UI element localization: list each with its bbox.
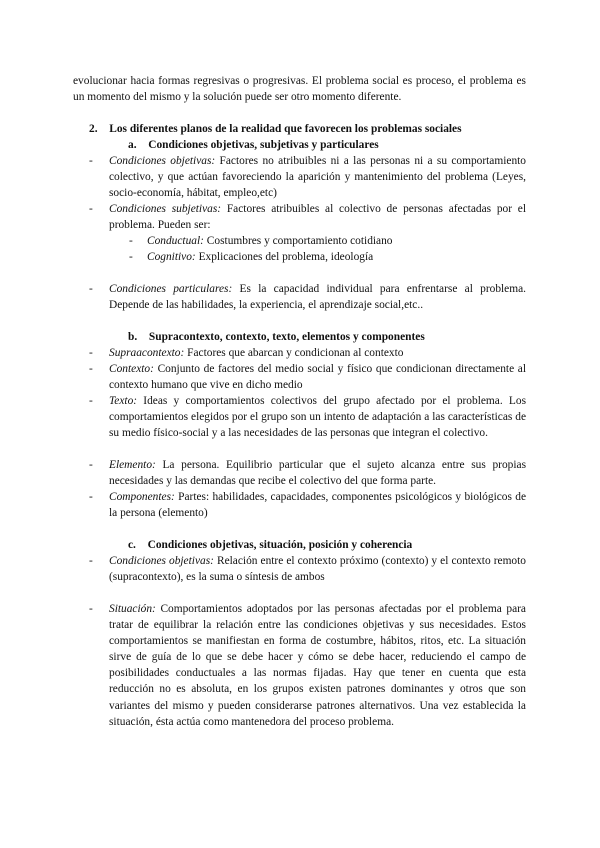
item-label: Condiciones subjetivas:: [109, 203, 222, 215]
item-text: Conjunto de factores del medio social y físico que condicionan directamente al contexto humano que vive en dicho medio: [109, 363, 526, 392]
item-label: Contexto:: [109, 363, 154, 375]
section-a-title: Condiciones objetivas, subjetivas y particulares: [148, 139, 379, 151]
item-label: Situación:: [109, 603, 156, 615]
bullet-dash: -: [129, 235, 133, 247]
section-c-heading: [128, 537, 412, 553]
list-item-condiciones-subjetivas: [73, 201, 526, 233]
item-label: Condiciones objetivas:: [109, 155, 216, 167]
bullet-dash: -: [89, 363, 93, 375]
bullet-dash: -: [89, 555, 93, 567]
item-text: Relación entre el contexto próximo (contexto) y el contexto remoto (supracontexto), es la suma o síntesis de ambos: [109, 555, 526, 584]
bullet-dash: -: [89, 395, 93, 407]
section-c-title: Condiciones objetivas, situación, posición y coherencia: [147, 539, 413, 551]
bullet-dash: -: [89, 283, 93, 295]
section-a-letter: a.: [128, 139, 137, 151]
item-text: Partes: habilidades, capacidades, componentes psicológicos y biológicos de la persona (elemento): [109, 491, 526, 520]
bullet-dash: -: [89, 491, 93, 503]
item-text: Es la capacidad individual para enfrentarse al problema. Depende de las habilidades, la experiencia, el aprendizaje social,etc..: [109, 283, 527, 312]
list-item-condiciones-objetivas-c: [73, 553, 526, 585]
list-item-texto: [73, 393, 526, 441]
item-label: Cognitivo:: [147, 251, 196, 263]
item-label: Componentes:: [109, 491, 175, 503]
item-text: La persona. Equilibrio particular que el sujeto alcanza entre sus propias necesidades y las demandas que recibe el colectivo del que forma parte.: [109, 459, 526, 488]
bullet-dash: -: [89, 203, 93, 215]
section-c-letter: c.: [128, 539, 136, 551]
item-text: Factores que abarcan y condicionan al contexto: [184, 347, 404, 359]
section-2-title: Los diferentes planos de la realidad que favorecen los problemas sociales: [109, 123, 462, 135]
list-item-componentes: [73, 489, 526, 521]
section-2-heading: [89, 121, 462, 137]
bullet-dash: -: [89, 459, 93, 471]
section-b-title: Supracontexto, contexto, texto, elementos y componentes: [148, 331, 425, 343]
list-item-contexto: [73, 361, 526, 393]
section-2-number: 2.: [89, 123, 98, 135]
item-text: Costumbres y comportamiento cotidiano: [203, 235, 393, 247]
list-item-condiciones-objetivas: [73, 153, 526, 201]
section-b-heading: [128, 329, 425, 345]
item-label: Condiciones objetivas:: [109, 555, 214, 567]
item-text: Factores atribuibles al colectivo de personas afectadas por el problema. Pueden ser:: [109, 203, 526, 232]
bullet-dash: -: [89, 155, 93, 167]
item-text: Explicaciones del problema, ideología: [195, 251, 374, 263]
item-label: Conductual:: [147, 235, 204, 247]
section-a-heading: [128, 137, 379, 153]
sub-item-conductual: [73, 233, 526, 249]
intro-paragraph: evolucionar hacia formas regresivas o progresivas. El problema social es proceso, el problema es un momento del mismo y la solución puede ser otro momento diferente.: [73, 75, 526, 104]
item-label: Elemento:: [109, 459, 156, 471]
bullet-dash: -: [89, 347, 93, 359]
bullet-dash: -: [89, 603, 93, 615]
item-text: Comportamientos adoptados por las personas afectadas por el problema para tratar de equilibrar la relación entre las condiciones objetivas y sus necesidades. Estos comportamientos se manifiestan en forma de costumbre, hábitos, ritos, etc. La situación sirve de guía de lo que se debe hacer y cómo se debe hacer, reduciendo el campo de posibilidades conductuales a las normas fijadas. Hay que tener en cuenta que esta reducción no es absoluta, en los grupos existen patrones dominantes y otros que son variantes del mismo y pueden considerarse patrones alternativos. Una vez establecida la situación, ésta actúa como mantenedora del proceso problema.: [109, 603, 526, 728]
sub-item-cognitivo: [73, 249, 526, 265]
list-item-condiciones-particulares: [73, 281, 526, 313]
bullet-dash: -: [129, 251, 133, 263]
item-text: Ideas y comportamientos colectivos del grupo afectado por el problema. Los comportamientos elegidos por el grupo son un intento de adaptación a las características de su medio físico-social y a las necesidades de las personas que integran el colectivo.: [109, 395, 526, 440]
item-label: Texto:: [109, 395, 138, 407]
item-text: Factores no atribuibles ni a las personas ni a su comportamiento colectivo, y que actúan favoreciendo la aparición y mantenimiento del problema (Leyes, socio-economía, hábitat, empleo,etc): [109, 155, 526, 200]
list-item-supracontexto: [73, 345, 526, 361]
section-b-letter: b.: [128, 331, 138, 343]
list-item-situacion: [73, 601, 526, 730]
list-item-elemento: [73, 457, 526, 489]
item-label: Supraacontexto:: [109, 347, 185, 359]
item-label: Condiciones particulares:: [109, 283, 233, 295]
